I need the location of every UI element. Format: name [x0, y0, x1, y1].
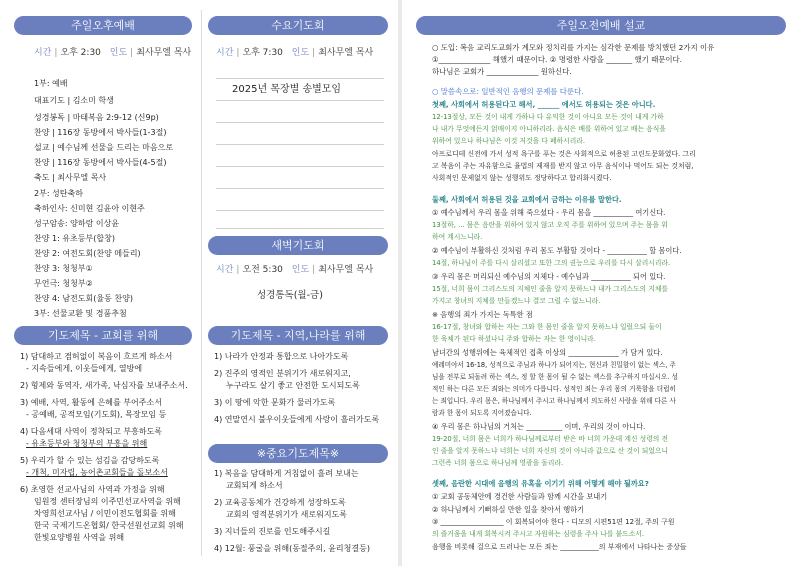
- dawn-header: 새벽기도회: [208, 236, 388, 255]
- prayer-item: 1) 나라가 안정과 통합으로 나아가도록: [214, 352, 349, 361]
- prayer-item: 임원정 센터장님의 이주민선교사역을 위해: [34, 497, 181, 506]
- order-item: 찬양 3: 청청부①: [34, 264, 93, 273]
- prayer-item: 한국 국제기드온협회/ 한국선원선교회 위해: [34, 521, 184, 530]
- sermon-line: 15절, 너희 몸이 그리스도의 지체인 줄을 알지 못하느냐 내가 그리스도의 지체를: [432, 285, 668, 293]
- sermon-line: ④ 우리 몸은 하나님의 거처는 __________ 이며, 우리의 것이 아니다.: [432, 422, 646, 431]
- dawn-title: 성경통독(월-금): [257, 290, 323, 301]
- sermon-line: 사회적인 문제없지 않는 성행위도 정당하다고 합리화시켰다.: [432, 174, 612, 182]
- dawn-meta: 시간 | 오전 5:30 인도 | 최사무엘 목사: [216, 265, 374, 275]
- sermon-line: 16-17절, 창녀와 합하는 자는 그와 한 몸인 줄을 알지 못하느냐 일렀으되 둘이: [432, 323, 662, 331]
- order-item: 대표기도 | 김소미 학생: [34, 96, 114, 105]
- sermon-line: ③ 우리 몸은 머리되신 예수님의 지체다 - 예수님과 ___________ 되어 있다.: [432, 272, 666, 281]
- prayer-item: - 지속들에게, 이웃들에게, 열방에: [26, 364, 143, 373]
- sermon-line: 19-20절, 너희 몸은 너희가 하나님께로부터 받은 바 너희 가운데 계신 성령의 전: [432, 435, 669, 443]
- sermon-line: 아프로디테 신전에 가서 성적 욕구를 푸는 것은 사회적으로 허용된 고린도문화였다. 그리: [432, 150, 696, 158]
- prayer-item: 교회되게 하소서: [226, 481, 283, 490]
- prayer-item: 3) 지너들의 진로를 인도해주시길: [214, 527, 331, 536]
- column-divider: [201, 10, 202, 556]
- sermon-line: ○ 말씀속으로: 일반적인 음행의 문제를 다룬다.: [432, 87, 584, 96]
- sermon-line: 12-13절상, 모든 것이 내게 가하나 다 유익한 것이 아니요 모든 것이 내게 가하: [432, 113, 664, 121]
- bulletin-right-page: [402, 0, 800, 566]
- order-item: 찬양 | 116장 동방에서 박사들(4-5절): [34, 158, 167, 167]
- order-item: 찬양 4: 남전도회(율동 찬양): [34, 294, 133, 303]
- sermon-line: 둘째, 사회에서 허용된 것을 교회에서 금하는 이유를 말한다.: [432, 195, 622, 204]
- note-line: [216, 78, 384, 79]
- sermon-line: 하여 계시느니라.: [432, 233, 483, 241]
- sermon-line: 나 내가 무엇에든지 얽매이지 아니하리라. 음식은 배를 위하여 있고 배는 음식을: [432, 125, 666, 133]
- sermon-line: 13절하, ... 몸은 음란을 위하여 있지 않고 오직 주를 위하여 있으며 주는 몸을 위: [432, 221, 668, 229]
- note-line: [216, 228, 384, 229]
- order-item: 설교 | 예수님께 선물을 드리는 마음으로: [34, 143, 174, 152]
- note-line: [216, 100, 384, 101]
- order-item: 찬양 2: 여전도회(찬양 메들리): [34, 249, 141, 258]
- prayer-item: 5) 우리가 할 수 있는 섬김을 감당하도록: [20, 456, 160, 465]
- sermon-line: ① 교회 공동체안에 경건한 사람들과 함께 시간을 보내기: [432, 492, 608, 501]
- sermon-line: 예레미야서 16-18, 성적으로 주님과 하나가 되어지는, 현신과 친밀함이 없는 섹스, 주: [432, 361, 676, 369]
- wednesday-title: 2025년 목장별 송별모임: [232, 84, 342, 95]
- order-item: 3부: 선물교환 및 경품추첨: [34, 309, 127, 318]
- note-line: [216, 122, 384, 123]
- note-line: [216, 166, 384, 167]
- order-item: 성구암송: 양하람 이상윤: [34, 219, 120, 228]
- prayer-item: 1) 복음을 담대하게 거침없이 흘려 보내는: [214, 469, 359, 478]
- prayer-item: 4) 다음세대 사역이 정착되고 부흥하도록: [20, 427, 163, 436]
- sunday-afternoon-header: 주일오후예배: [14, 16, 192, 35]
- prayer-item: 누구라도 살기 좋고 안전한 도시되도록: [226, 381, 360, 390]
- order-item: 축하인사: 신미현 김윤아 이현주: [34, 204, 145, 213]
- sermon-line: 의 즐거움을 내게 회복시켜 주시고 자원하는 심령을 주사 나를 붙드소서.: [432, 530, 645, 538]
- sermon-line: 람과 한 몸이 되도록 지어졌습니다.: [432, 409, 532, 417]
- wednesday-meta: 시간 | 오후 7:30 인도 | 최사무엘 목사: [216, 48, 374, 58]
- prayer-item: - 공예배, 공적모임(기도회), 목장모임 등: [26, 410, 167, 419]
- wednesday-header: 수요기도회: [208, 16, 388, 35]
- sermon-line: 음행을 비롯해 걸으로 드러나는 모든 죄는 ___________의 부재에서 나타나는 증상들: [432, 543, 687, 551]
- sermon-line: 는 죄입니다. 우리 몸은, 하나님께서 주시고 하나님께서 의도하신 사랑을 위해 다른 사: [432, 397, 676, 405]
- prayer-region-header: 기도제목 - 지역,나라를 위해: [208, 326, 388, 345]
- sermon-line: 한 육체가 된다 하셨나니 주와 합하는 자는 한 영이니라.: [432, 335, 596, 343]
- sermon-line: 셋째, 음란한 시대에 음행의 유혹을 이기기 위해 어떻게 해야 될까요?: [432, 479, 649, 488]
- prayer-item: 교회의 영적분위기가 새로워지도록: [226, 510, 348, 519]
- order-item: 무언극: 청청부②: [34, 279, 93, 288]
- sermon-line: 인 줄을 알지 못하느냐 너희는 너희 자신의 것이 아니라 값으로 산 것이 되었으니: [432, 447, 669, 455]
- important-prayer-header: ※중요기도제목※: [208, 444, 388, 463]
- sermon-line: 하나님은 교회가 ______________ 원하신다.: [432, 67, 572, 76]
- order-item: 찬양 1: 유초등부(합창): [34, 234, 115, 243]
- prayer-item: 2) 진주의 영적인 분위기가 새로워지고,: [214, 369, 351, 378]
- order-item: 성경봉독 | 마태복음 2:9-12 (신9p): [34, 113, 159, 122]
- prayer-item: 3) 예배, 사역, 활동에 은혜를 부어주소서: [20, 398, 162, 407]
- sermon-line: 남녀간의 성행위에는 육체적인 접촉 이상의 ______________ 가 담겨 있다.: [432, 348, 663, 357]
- sermon-line: 님을 전부로 되돌려 하는 섹스, 정 할 한 몸이 될 수 없는 섹스를 추구하지 마십시오. 성: [432, 373, 678, 381]
- prayer-item: 차영희선교사님 / 이민이전도협회를 위해: [34, 509, 176, 518]
- order-item: 찬양 | 116장 동방에서 박사들(1-3절): [34, 128, 167, 137]
- prayer-item: 2) 교육공동체가 건강하게 성장하도록: [214, 498, 346, 507]
- sunday-afternoon-meta: 시간 | 오후 2:30 인도 | 최사무엘 목사: [34, 48, 192, 58]
- sermon-line: ①______________ 해했기 때문이다. ② 명령한 사람을 _______ 했기 때문이다.: [432, 55, 682, 64]
- order-item: 축도 | 최사무엘 목사: [34, 173, 107, 182]
- sermon-line: ② 하나님께서 기뻐하실 만한 일을 찾아서 행하기: [432, 505, 585, 514]
- sermon-line: 적인 하는 다른 모든 죄와는 의미가 다릅니다. 성적인 죄는 우리 몸의 거룩함을 더럽히: [432, 385, 676, 393]
- prayer-item: 4) 12월: 풍굴을 위해(동절주의, 윤리청결등): [214, 544, 370, 553]
- sermon-line: ○ 도입: 복음 교리도교회가 계모와 정치리를 가지는 심각한 문제를 방치했던 2가지 이유: [432, 43, 715, 52]
- prayer-item: 3) 이 땅에 악한 문화가 물러가도록: [214, 398, 336, 407]
- sermon-line: 가지고 창녀의 지체를 만들겠느냐 결코 그럴 수 없느니라.: [432, 297, 601, 305]
- note-line: [216, 188, 384, 189]
- sermon-line: 14절, 하나님이 주를 다시 살리셨고 또한 그의 권능으로 우리를 다시 살리시리라.: [432, 259, 671, 267]
- prayer-item: 4) 연말연시 불우이웃들에게 사랑이 흘러가도록: [214, 415, 380, 424]
- order-item: 2부: 성탄축하: [34, 189, 83, 198]
- sermon-line: ② 예수님이 부활하신 것처럼 우리 몸도 부활할 것이다 - ___________ 할 몸이다.: [432, 246, 682, 255]
- order-item: 1부: 예배: [34, 79, 68, 88]
- prayer-item: - 개척, 미자립, 농어촌교회들을 돌보소서: [26, 468, 168, 477]
- note-line: [216, 144, 384, 145]
- sermon-line: ※ 음행의 죄가 가지는 독특한 점: [432, 310, 533, 319]
- sermon-line: 그런즉 너희 몸으로 하나님께 영광을 돌리라.: [432, 459, 564, 467]
- sermon-line: 고 복음이 주는 자유함으로 율법의 제재를 받지 않고 아무 음식이나 먹어도 되는 것처럼,: [432, 162, 694, 170]
- note-line: [216, 210, 384, 211]
- sermon-line: ③ __________________ 이 회복되어야 한다 - 디모의 시편51편 12절, 주의 구원: [432, 518, 675, 526]
- sermon-header: 주일오전예배 설교: [416, 16, 786, 35]
- prayer-item: 2) 형제와 동역자, 새가족, 낙심자를 보내주소서.: [20, 381, 188, 390]
- prayer-item: 한빛요양병원 사역을 위해: [34, 533, 125, 542]
- prayer-item: 1) 담대하고 겸허없이 복음이 흐르게 하소서: [20, 352, 173, 361]
- sermon-line: 첫째, 사회에서 허용된다고 해서, ______ 에서도 허용되는 것은 아니다.: [432, 100, 656, 109]
- prayer-item: - 유초등부와 청청부의 부흥을 위해: [26, 439, 148, 448]
- sermon-line: 위하여 있으나 하나님은 이것 저것을 다 폐하시리라.: [432, 137, 586, 145]
- sermon-line: ① 예수님께서 우리 몸을 위해 죽으셨다 - 우리 몸을 ___________ 여기신다.: [432, 208, 666, 217]
- prayer-church-header: 기도제목 - 교회를 위해: [14, 326, 192, 345]
- prayer-item: 6) 초영한 선교사님의 사역과 가정을 위해: [20, 485, 165, 494]
- bulletin-left-page: [0, 0, 398, 566]
